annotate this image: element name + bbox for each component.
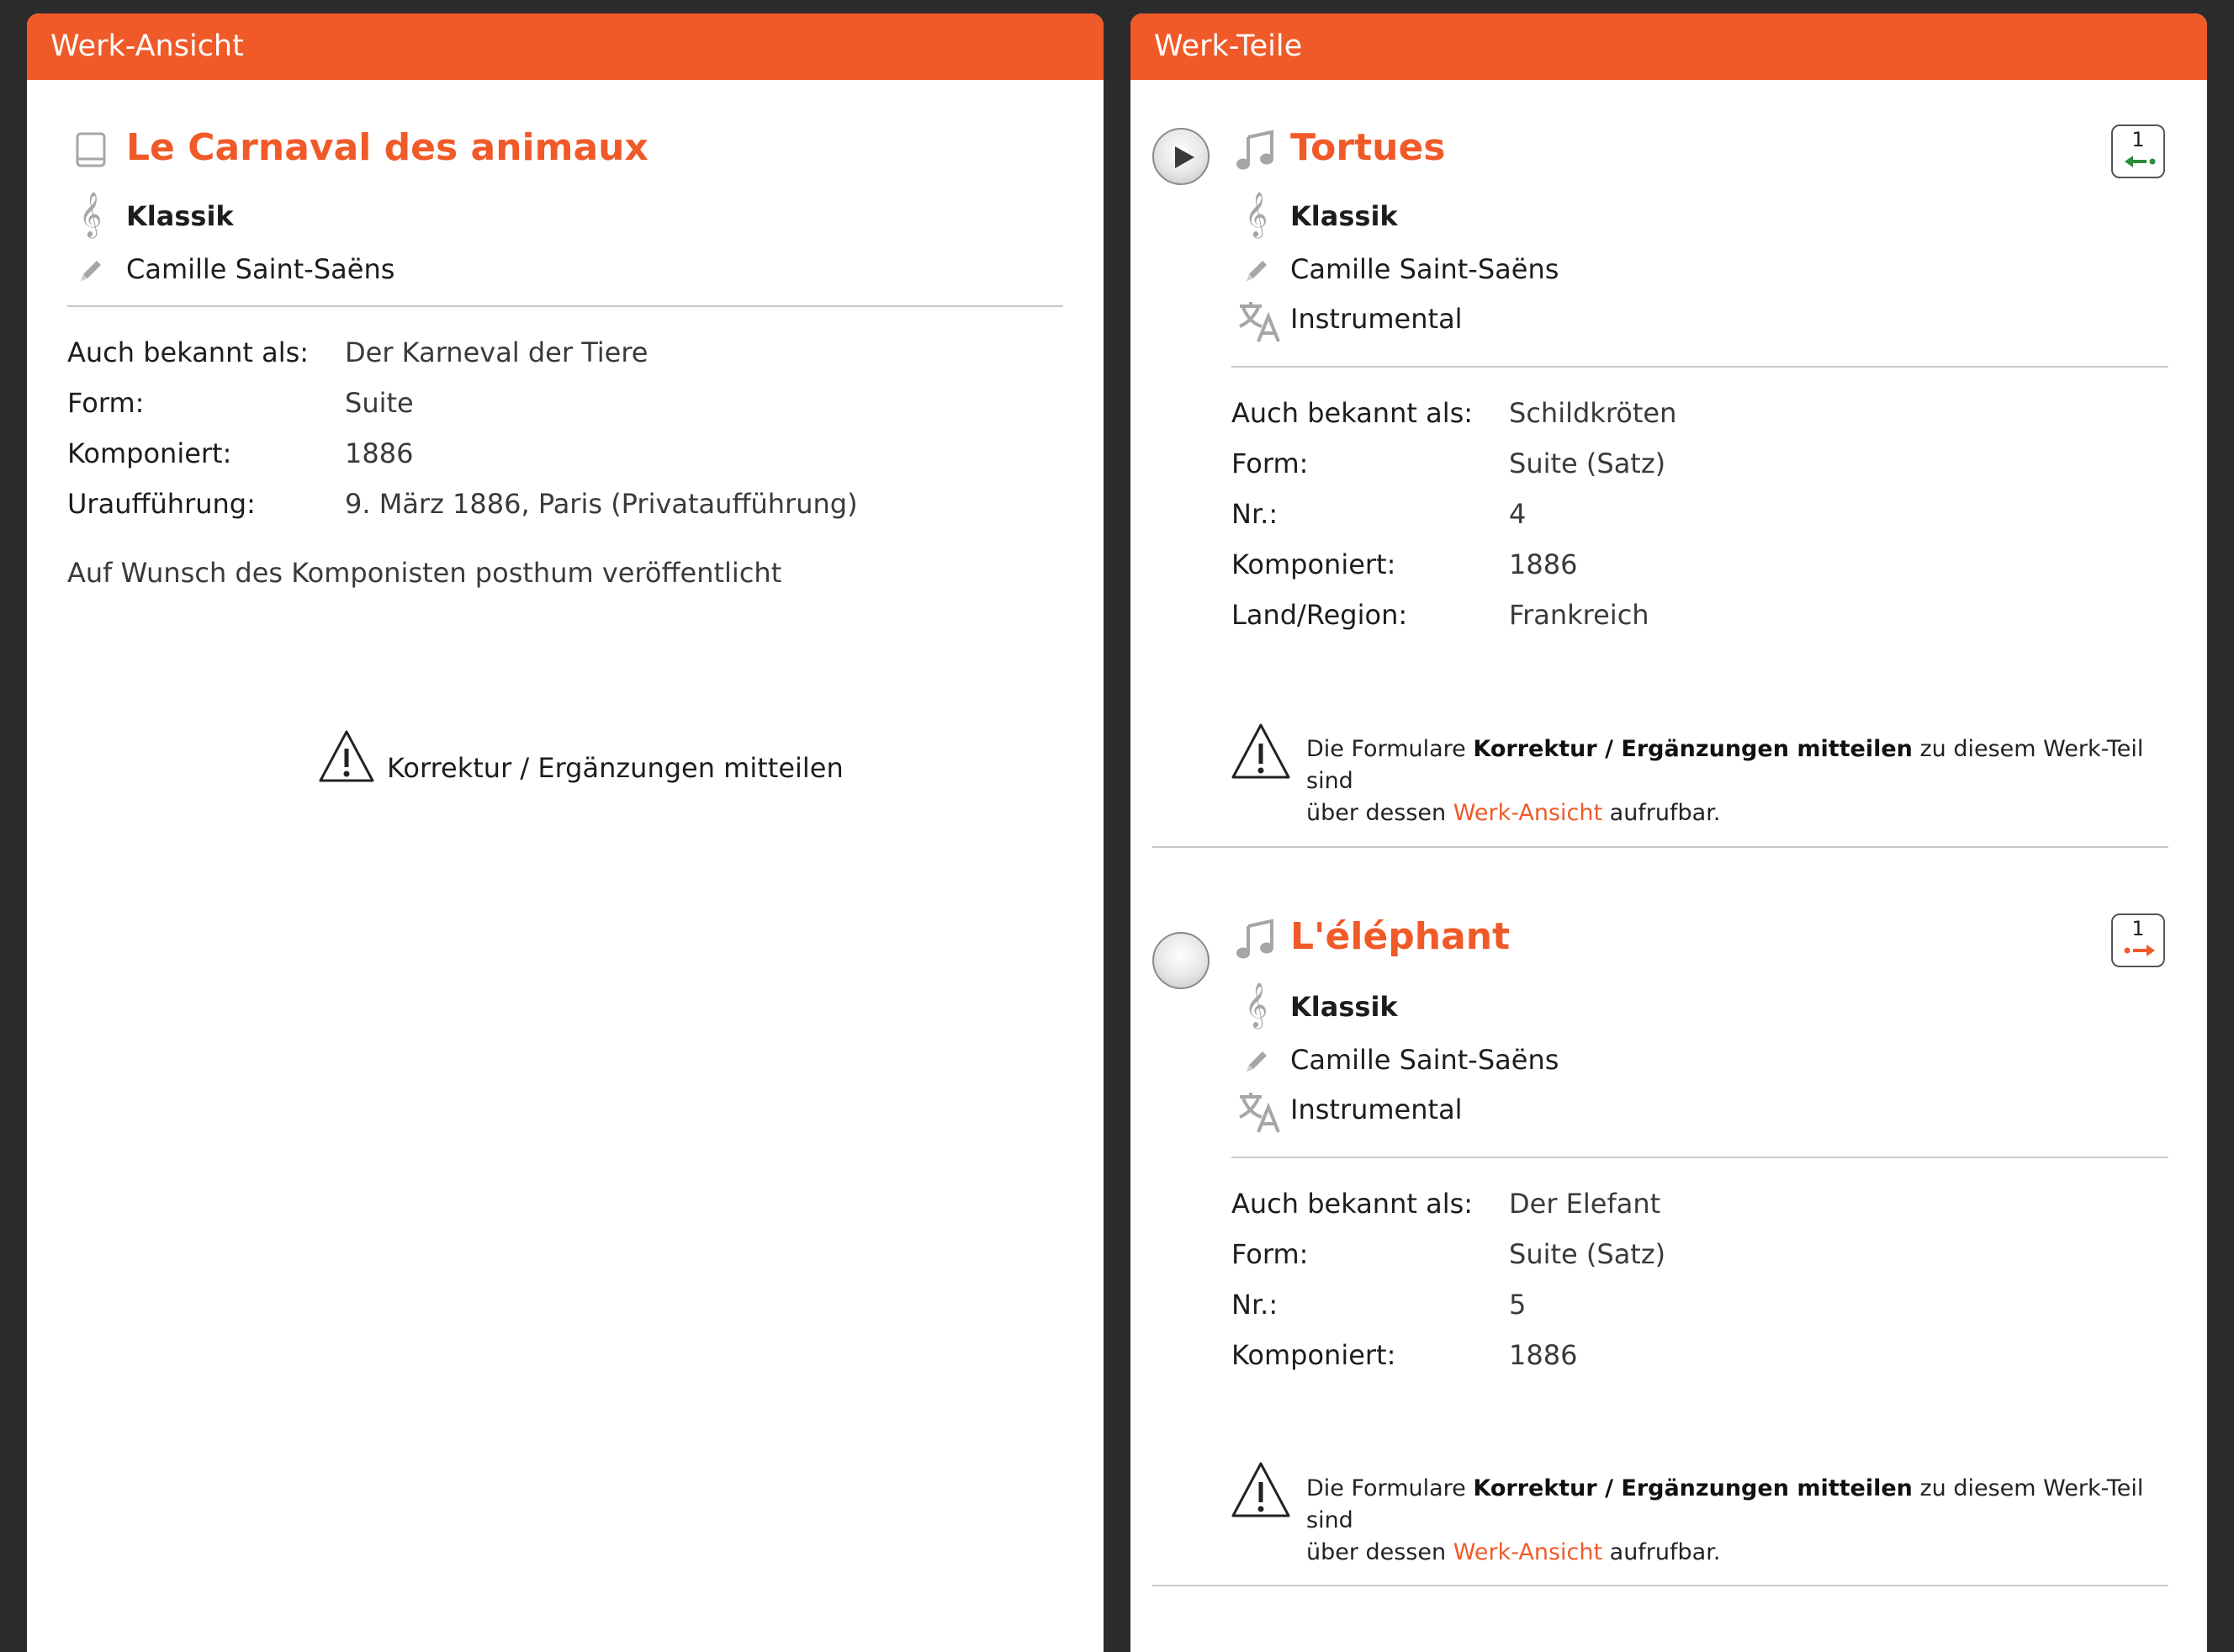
treble-clef-icon: 𝄞: [79, 191, 103, 236]
detail-label: Komponiert:: [1231, 548, 1396, 580]
work-genre[interactable]: Klassik: [126, 200, 234, 232]
detail-value-number: 4: [1509, 498, 1527, 530]
music-note-icon: [1235, 130, 1277, 172]
book-icon: [74, 131, 108, 168]
work-view-link[interactable]: Werk-Ansicht: [1453, 800, 1603, 826]
part-separator: [1152, 1585, 2168, 1586]
work-note: Auf Wunsch des Komponisten posthum veröffentlicht: [67, 557, 782, 589]
part-notice: Die Formulare Korrektur / Ergänzungen mitteilen zu diesem Werk-Teil sind über dessen Werk-Ansicht aufrufbar.: [1306, 1475, 2144, 1565]
detail-value-region[interactable]: Frankreich: [1509, 599, 1649, 631]
divider: [1231, 366, 2168, 368]
detail-label: Nr.:: [1231, 498, 1278, 530]
pencil-icon: [1241, 256, 1272, 286]
work-view-panel: [27, 13, 1104, 1652]
report-correction-link[interactable]: Korrektur / Ergänzungen mitteilen: [387, 752, 844, 784]
detail-value-aka: Der Karneval der Tiere: [345, 336, 648, 368]
part-genre[interactable]: Klassik: [1290, 991, 1398, 1023]
arrow-forward-icon: [2123, 942, 2157, 959]
treble-clef-icon: 𝄞: [1245, 982, 1268, 1027]
part-number-badge[interactable]: [2111, 124, 2165, 178]
warning-icon[interactable]: [317, 727, 376, 786]
part-type: Instrumental: [1290, 303, 1463, 335]
detail-value-aka: Schildkröten: [1509, 397, 1677, 429]
detail-value-number: 5: [1509, 1289, 1527, 1321]
detail-label: Auch bekannt als:: [67, 336, 310, 368]
treble-clef-icon: 𝄞: [1245, 191, 1268, 236]
part-notice: Die Formulare Korrektur / Ergänzungen mitteilen zu diesem Werk-Teil sind über dessen Werk-Ansicht aufrufbar.: [1306, 736, 2144, 826]
work-composer[interactable]: Camille Saint-Saëns: [126, 253, 395, 285]
warning-icon: [1230, 720, 1292, 782]
detail-label: Komponiert:: [67, 437, 232, 469]
detail-value-composed: 1886: [345, 437, 414, 469]
translate-icon: [1236, 1090, 1280, 1134]
detail-label: Land/Region:: [1231, 599, 1408, 631]
detail-label: Form:: [1231, 1238, 1309, 1270]
badge-number: 1: [2131, 917, 2145, 940]
detail-value-composed: 1886: [1509, 548, 1578, 580]
part-title[interactable]: L'éléphant: [1290, 915, 1511, 958]
divider: [67, 305, 1063, 307]
work-title[interactable]: Le Carnaval des animaux: [126, 126, 648, 169]
part-title[interactable]: Tortues: [1290, 126, 1446, 169]
work-parts-panel: [1130, 13, 2207, 1652]
detail-label: Form:: [67, 387, 145, 419]
divider: [1231, 1157, 2168, 1158]
detail-label: Nr.:: [1231, 1289, 1278, 1321]
detail-value-form[interactable]: Suite: [345, 387, 414, 419]
detail-value-form[interactable]: Suite (Satz): [1509, 1238, 1666, 1270]
play-button-disabled[interactable]: [1152, 932, 1210, 989]
play-button[interactable]: [1152, 128, 1210, 185]
work-view-link[interactable]: Werk-Ansicht: [1453, 1539, 1603, 1565]
detail-value-composed: 1886: [1509, 1339, 1578, 1371]
part-composer[interactable]: Camille Saint-Saëns: [1290, 1044, 1559, 1076]
detail-label: Form:: [1231, 447, 1309, 479]
pencil-icon: [76, 256, 106, 286]
part-number-badge[interactable]: [2111, 913, 2165, 967]
work-view-header: Werk-Ansicht: [27, 13, 1104, 80]
warning-icon: [1230, 1459, 1292, 1521]
part-separator: [1152, 846, 2168, 848]
detail-value-aka: Der Elefant: [1509, 1188, 1661, 1220]
translate-icon: [1236, 299, 1280, 343]
play-icon: [1173, 145, 1196, 170]
pencil-icon: [1241, 1046, 1272, 1077]
part-genre[interactable]: Klassik: [1290, 200, 1398, 232]
part-composer[interactable]: Camille Saint-Saëns: [1290, 253, 1559, 285]
detail-label: Komponiert:: [1231, 1339, 1396, 1371]
detail-label: Uraufführung:: [67, 488, 256, 520]
part-type: Instrumental: [1290, 1093, 1463, 1125]
detail-value-premiere: 9. März 1886, Paris (Privataufführung): [345, 488, 858, 520]
detail-value-form[interactable]: Suite (Satz): [1509, 447, 1666, 479]
music-note-icon: [1235, 919, 1277, 961]
arrow-back-icon: [2123, 153, 2157, 170]
detail-label: Auch bekannt als:: [1231, 397, 1474, 429]
badge-number: 1: [2131, 128, 2145, 151]
work-parts-header: Werk-Teile: [1130, 13, 2207, 80]
detail-label: Auch bekannt als:: [1231, 1188, 1474, 1220]
